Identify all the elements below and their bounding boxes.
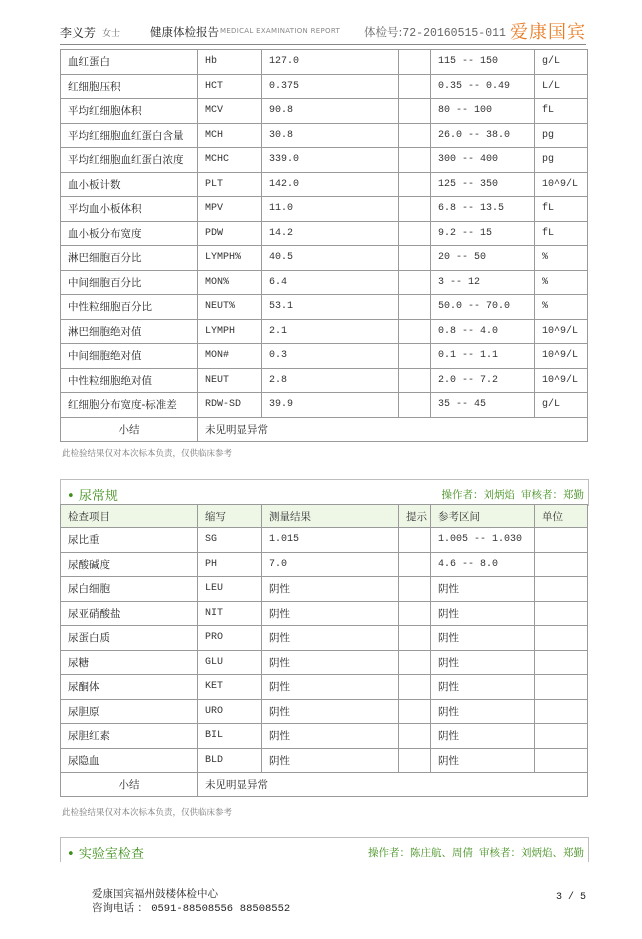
table-row (61, 626, 588, 651)
cell-range: 0.1 -- 1.1 (431, 344, 535, 369)
cell-hint (399, 699, 431, 724)
cell-result: 阴性 (262, 724, 399, 749)
cell-unit: 10^9/L (535, 319, 588, 344)
cell-range: 0.35 -- 0.49 (431, 74, 535, 99)
cell-unit: fL (535, 221, 588, 246)
phone-line: 咨询电话 ： 0591-88508556 88508552 (92, 902, 291, 915)
cell-result: 阴性 (262, 577, 399, 602)
lab-section-title: • 实验室检查 (67, 847, 144, 862)
table-row (61, 221, 588, 246)
cell-range: 125 -- 350 (431, 172, 535, 197)
col-header-unit: 单位 (535, 505, 588, 528)
lab-operators: 操作者：陈庄航、周倩 审核者：刘炳焰、郑勤 (368, 847, 584, 859)
cell-abbr: MPV (198, 197, 262, 222)
cell-hint (399, 552, 431, 577)
cell-hint (399, 221, 431, 246)
cell-unit: g/L (535, 50, 588, 75)
cell-item: 平均血小板体积 (61, 197, 198, 222)
cell-result: 11.0 (262, 197, 399, 222)
cell-result: 2.1 (262, 319, 399, 344)
cell-result: 7.0 (262, 552, 399, 577)
table-row (61, 748, 588, 773)
cell-item: 尿比重 (61, 528, 198, 553)
table-row (61, 270, 588, 295)
lab-section-header (60, 837, 589, 862)
cell-abbr: Hb (198, 50, 262, 75)
table-row (61, 74, 588, 99)
cell-item: 红细胞分布宽度-标准差 (61, 393, 198, 418)
table-row (61, 675, 588, 700)
table-row (61, 601, 588, 626)
cell-abbr: BIL (198, 724, 262, 749)
center-name: 爱康国宾福州鼓楼体检中心 (92, 888, 218, 900)
cell-hint (399, 319, 431, 344)
report-header (60, 18, 586, 44)
cell-hint (399, 99, 431, 124)
cell-item: 血小板分布宽度 (61, 221, 198, 246)
cell-unit: g/L (535, 393, 588, 418)
exam-no: 72-20160515-011 (402, 27, 506, 40)
cell-unit: % (535, 246, 588, 271)
cell-unit (535, 650, 588, 675)
cell-unit: pg (535, 123, 588, 148)
cell-unit (535, 601, 588, 626)
cell-abbr: MCV (198, 99, 262, 124)
table-row (61, 246, 588, 271)
cell-hint (399, 748, 431, 773)
table-row (61, 577, 588, 602)
cell-range: 0.8 -- 4.0 (431, 319, 535, 344)
summary-row (61, 417, 588, 441)
blood-results-table (60, 49, 588, 442)
table-row (61, 650, 588, 675)
summary-row (61, 773, 588, 797)
patient-name: 李义芳 (60, 26, 97, 40)
cell-result: 阴性 (262, 675, 399, 700)
cell-result: 6.4 (262, 270, 399, 295)
cell-range: 35 -- 45 (431, 393, 535, 418)
cell-abbr: NEUT (198, 368, 262, 393)
cell-item: 尿糖 (61, 650, 198, 675)
cell-item: 尿白细胞 (61, 577, 198, 602)
cell-range: 1.005 -- 1.030 (431, 528, 535, 553)
table-row (61, 99, 588, 124)
cell-range: 阴性 (431, 699, 535, 724)
cell-item: 尿胆红素 (61, 724, 198, 749)
cell-abbr: LYMPH (198, 319, 262, 344)
cell-hint (399, 246, 431, 271)
cell-item: 血红蛋白 (61, 50, 198, 75)
cell-abbr: NIT (198, 601, 262, 626)
cell-abbr: LYMPH% (198, 246, 262, 271)
cell-abbr: GLU (198, 650, 262, 675)
cell-abbr: MCH (198, 123, 262, 148)
table-row (61, 197, 588, 222)
cell-hint (399, 295, 431, 320)
cell-item: 血小板计数 (61, 172, 198, 197)
cell-abbr: BLD (198, 748, 262, 773)
cell-hint (399, 528, 431, 553)
report-title-en: MEDICAL EXAMINATION REPORT (220, 27, 341, 35)
cell-abbr: PLT (198, 172, 262, 197)
cell-hint (399, 675, 431, 700)
cell-result: 阴性 (262, 601, 399, 626)
summary-text: 未见明显异常 (198, 417, 588, 441)
blood-note: 此检验结果仅对本次标本负责，仅供临床参考 (62, 449, 233, 459)
table-row (61, 699, 588, 724)
cell-item: 红细胞压积 (61, 74, 198, 99)
cell-hint (399, 577, 431, 602)
cell-hint (399, 601, 431, 626)
cell-range: 4.6 -- 8.0 (431, 552, 535, 577)
table-row (61, 393, 588, 418)
patient-gender: 女士 (102, 29, 121, 39)
summary-text: 未见明显异常 (198, 773, 588, 797)
urine-results-table (60, 504, 588, 797)
cell-abbr: MON# (198, 344, 262, 369)
table-row (61, 724, 588, 749)
cell-range: 300 -- 400 (431, 148, 535, 173)
cell-range: 阴性 (431, 601, 535, 626)
cell-item: 尿胆原 (61, 699, 198, 724)
cell-range: 115 -- 150 (431, 50, 535, 75)
cell-result: 39.9 (262, 393, 399, 418)
header-divider (60, 44, 586, 45)
cell-abbr: PRO (198, 626, 262, 651)
summary-label: 小结 (61, 417, 198, 441)
cell-result: 40.5 (262, 246, 399, 271)
urine-section-title: • 尿常规 (67, 489, 118, 504)
cell-unit: fL (535, 197, 588, 222)
report-title: 健康体检报告 (150, 25, 219, 39)
cell-abbr: MON% (198, 270, 262, 295)
cell-hint (399, 368, 431, 393)
col-header-result: 测量结果 (262, 505, 399, 528)
table-row (61, 295, 588, 320)
cell-result: 阴性 (262, 699, 399, 724)
cell-unit: % (535, 270, 588, 295)
cell-abbr: LEU (198, 577, 262, 602)
cell-hint (399, 650, 431, 675)
table-row (61, 344, 588, 369)
cell-abbr: NEUT% (198, 295, 262, 320)
page-number: 3 / 5 (556, 892, 587, 903)
cell-abbr: MCHC (198, 148, 262, 173)
cell-abbr: SG (198, 528, 262, 553)
cell-hint (399, 148, 431, 173)
cell-unit (535, 675, 588, 700)
cell-range: 阴性 (431, 577, 535, 602)
cell-unit: 10^9/L (535, 172, 588, 197)
cell-unit: pg (535, 148, 588, 173)
table-row (61, 148, 588, 173)
cell-result: 142.0 (262, 172, 399, 197)
cell-item: 中性粒细胞百分比 (61, 295, 198, 320)
cell-unit: % (535, 295, 588, 320)
table-row (61, 528, 588, 553)
cell-item: 中间细胞绝对值 (61, 344, 198, 369)
table-row (61, 319, 588, 344)
cell-range: 3 -- 12 (431, 270, 535, 295)
cell-range: 阴性 (431, 724, 535, 749)
footer-info (92, 887, 290, 916)
cell-unit: L/L (535, 74, 588, 99)
table-row (61, 123, 588, 148)
exam-label: 体检号: (364, 25, 403, 39)
cell-result: 阴性 (262, 650, 399, 675)
cell-abbr: RDW-SD (198, 393, 262, 418)
cell-unit (535, 748, 588, 773)
cell-result: 2.8 (262, 368, 399, 393)
cell-item: 中性粒细胞绝对值 (61, 368, 198, 393)
cell-hint (399, 626, 431, 651)
cell-unit: 10^9/L (535, 344, 588, 369)
cell-hint (399, 270, 431, 295)
cell-item: 平均红细胞血红蛋白浓度 (61, 148, 198, 173)
exam-number (364, 24, 506, 40)
cell-range: 阴性 (431, 650, 535, 675)
cell-item: 平均红细胞血红蛋白含量 (61, 123, 198, 148)
cell-abbr: PH (198, 552, 262, 577)
cell-abbr: URO (198, 699, 262, 724)
cell-unit (535, 552, 588, 577)
cell-range: 26.0 -- 38.0 (431, 123, 535, 148)
cell-result: 127.0 (262, 50, 399, 75)
cell-unit (535, 699, 588, 724)
urine-note: 此检验结果仅对本次标本负责，仅供临床参考 (62, 808, 233, 818)
brand-logo: 爱康国宾 (510, 22, 586, 43)
cell-range: 2.0 -- 7.2 (431, 368, 535, 393)
col-header-range: 参考区间 (431, 505, 535, 528)
cell-item: 尿酸碱度 (61, 552, 198, 577)
cell-result: 14.2 (262, 221, 399, 246)
table-row (61, 368, 588, 393)
cell-result: 53.1 (262, 295, 399, 320)
cell-range: 6.8 -- 13.5 (431, 197, 535, 222)
summary-label: 小结 (61, 773, 198, 797)
cell-result: 30.8 (262, 123, 399, 148)
cell-item: 尿蛋白质 (61, 626, 198, 651)
cell-hint (399, 123, 431, 148)
cell-hint (399, 344, 431, 369)
cell-hint (399, 74, 431, 99)
cell-hint (399, 393, 431, 418)
table-row (61, 50, 588, 75)
col-header-abbr: 缩写 (198, 505, 262, 528)
cell-result: 阴性 (262, 748, 399, 773)
cell-result: 1.015 (262, 528, 399, 553)
urine-operators: 操作者：刘炳焰 审核者：郑勤 (441, 489, 584, 501)
cell-result: 339.0 (262, 148, 399, 173)
cell-item: 淋巴细胞百分比 (61, 246, 198, 271)
cell-item: 尿亚硝酸盐 (61, 601, 198, 626)
cell-item: 淋巴细胞绝对值 (61, 319, 198, 344)
cell-range: 20 -- 50 (431, 246, 535, 271)
cell-unit (535, 724, 588, 749)
cell-result: 0.375 (262, 74, 399, 99)
cell-unit (535, 577, 588, 602)
cell-unit (535, 528, 588, 553)
cell-hint (399, 724, 431, 749)
cell-item: 平均红细胞体积 (61, 99, 198, 124)
cell-range: 阴性 (431, 748, 535, 773)
col-header-hint: 提示 (399, 505, 431, 528)
cell-result: 90.8 (262, 99, 399, 124)
urine-section-header (60, 479, 589, 506)
cell-item: 尿酮体 (61, 675, 198, 700)
cell-abbr: HCT (198, 74, 262, 99)
cell-item: 尿隐血 (61, 748, 198, 773)
cell-unit: fL (535, 99, 588, 124)
cell-unit (535, 626, 588, 651)
cell-range: 80 -- 100 (431, 99, 535, 124)
cell-hint (399, 172, 431, 197)
cell-range: 阴性 (431, 626, 535, 651)
table-header-row (61, 505, 588, 528)
cell-result: 阴性 (262, 626, 399, 651)
table-row (61, 552, 588, 577)
cell-hint (399, 197, 431, 222)
cell-range: 阴性 (431, 675, 535, 700)
table-row (61, 172, 588, 197)
cell-hint (399, 50, 431, 75)
cell-abbr: KET (198, 675, 262, 700)
col-header-item: 检查项目 (61, 505, 198, 528)
cell-range: 50.0 -- 70.0 (431, 295, 535, 320)
cell-unit: 10^9/L (535, 368, 588, 393)
cell-item: 中间细胞百分比 (61, 270, 198, 295)
cell-range: 9.2 -- 15 (431, 221, 535, 246)
cell-result: 0.3 (262, 344, 399, 369)
cell-abbr: PDW (198, 221, 262, 246)
